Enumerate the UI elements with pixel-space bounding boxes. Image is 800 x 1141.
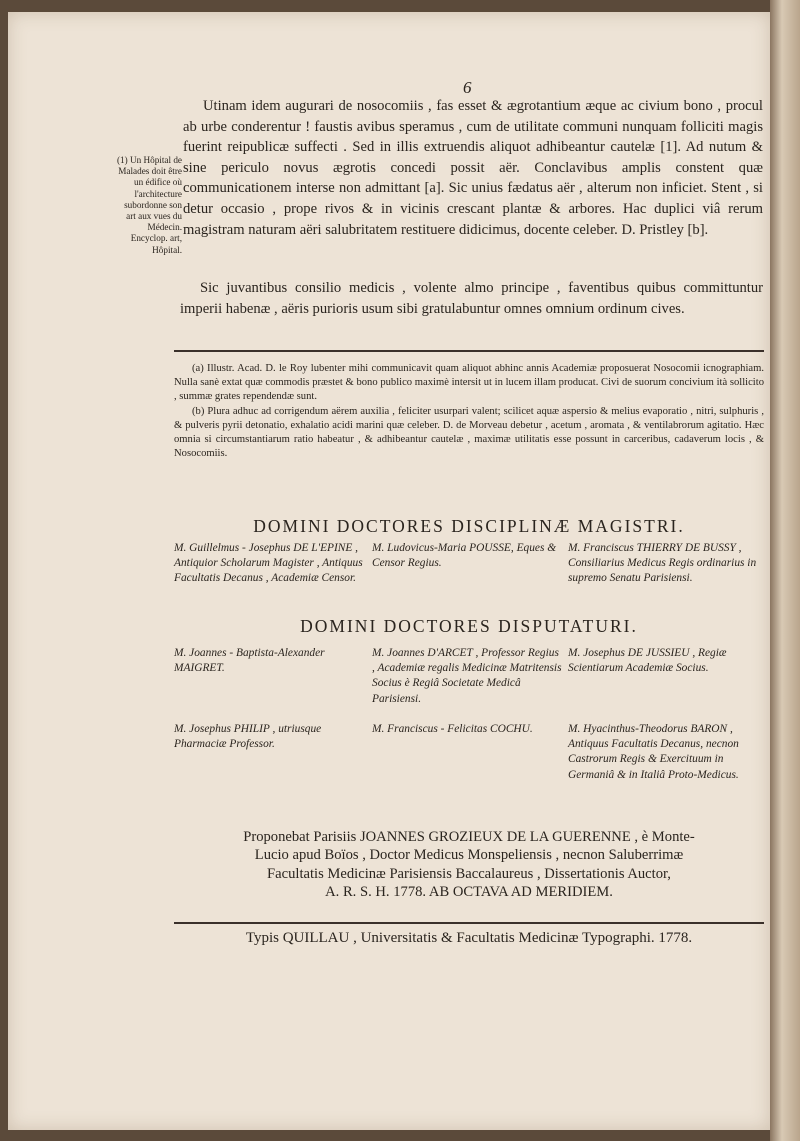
- disputaturus-4: M. Josephus PHILIP , utriusque Pharmaciæ Professor.: [174, 723, 322, 751]
- footnotes: [174, 362, 764, 463]
- disputaturus-2: M. Joannes D'ARCET , Professor Regius , Academiæ regalis Medicinæ Matritensis Socius è Regiâ Societate Medicâ Parisiensi.: [372, 647, 562, 705]
- magister-2: M. Ludovicus-Maria POUSSE, Eques & Censor Regius.: [372, 542, 557, 570]
- printer-line: Typis QUILLAU , Universitatis & Facultatis Medicinæ Typographi. 1778.: [245, 930, 693, 946]
- disputaturus-1: M. Joannes - Baptista-Alexander MAIGRET.: [174, 647, 325, 675]
- book-gutter: [770, 0, 800, 1141]
- disputaturus-3: M. Josephus DE JUSSIEU , Regiæ Scientiarum Academiæ Socius.: [568, 647, 727, 675]
- defense-notice: [174, 828, 764, 902]
- footnote-b: (b) Plura adhuc ad corrigendum aërem auxilia , feliciter usurpari valent; scilicet aquæ aspersio & melius evaporatio , nitri, sulphuris , & pulveris pyrii detonatio, exhalatio acidi marini quæ celeber. D. de Morveau debetur , acetum , aromata , & ventilabrorum agitatio. Hæc omnia si circumstantiarum ratio habeatur , & adhibeantur cautelæ , maximæ utilitatis esse possunt in carceribus, cadaverum locis , & Nosocomiis.: [174, 406, 764, 459]
- defense-line-4: A. R. S. H. 1778. AB OCTAVA AD MERIDIEM.: [325, 884, 613, 901]
- printer-divider: [174, 922, 764, 924]
- defense-line-2: Lucio apud Boïos , Doctor Medicus Monspeliensis , necnon Saluberrimæ: [254, 847, 684, 864]
- magister-3: M. Franciscus THIERRY DE BUSSY , Consiliarius Medicus Regis ordinarius in supremo Senatu Parisiensi.: [568, 542, 757, 585]
- footnote-divider: [174, 350, 764, 352]
- page-number: 6: [463, 78, 472, 97]
- disputaturus-5: M. Franciscus - Felicitas COCHU.: [372, 723, 533, 735]
- disputaturus-6: M. Hyacinthus-Theodorus BARON , Antiquus Facultatis Decanus, necnon Castrorum Regis & Exercituum in Germaniâ & in Italiâ Proto-Medicus.: [568, 723, 739, 781]
- heading-disputaturi: DOMINI DOCTORES DISPUTATURI.: [300, 616, 638, 636]
- defense-line-1: Proponebat Parisiis JOANNES GROZIEUX DE LA GUERENNE , è Monte-: [243, 829, 695, 845]
- margin-note: (1) Un Hôpital de Malades doit être un édifice où l'architecture subordonne son art aux vues du Médecin. Encyclop. art, Hôpital.: [116, 155, 182, 255]
- heading-magistri: DOMINI DOCTORES DISCIPLINÆ MAGISTRI.: [253, 516, 685, 536]
- body-paragraph-1: Utinam idem augurari de nosocomiis , fas esset & ægrotantium æque ac civium bono , procul ab urbe conderentur ! faustis avibus speramus , cum de utilitate communi nunquam folliciti magis fuerint reipublicæ suffecti . Sed in illis extruendis aliquot adhibeantur cautelæ [1]. Ad nutum & sine periculo novus ægrotis concedi possit aër. Conclavibus amplis constent quæ communicationem interse non admittant [a]. Sic unius fædatus aër , alterum non inficiet. Stent , si detur occasio , prope rivos & in vicinis crescant plantæ & arbores. Hac duplici viâ rerum magistram naturam aëri salubritatem restituere didicimus, docente celeber. D. Pristley [b].: [183, 98, 763, 238]
- magister-1: M. Guillelmus - Josephus DE L'EPINE , Antiquior Scholarum Magister , Antiquus Facultatis Decanus , Academiæ Censor.: [174, 542, 363, 585]
- defense-line-3: Facultatis Medicinæ Parisiensis Baccalaureus , Dissertationis Auctor,: [267, 865, 671, 882]
- footnote-a: (a) Illustr. Acad. D. le Roy lubenter mihi communicavit quam aliquot abhinc annis Academiæ proposuerat Nosocomii icnographiam. Nulla sanè extat quæ commodis præstet & bono publico maximè intersit ut in lucem illam producat. Civi de suorum concivium ità sollicito , summæ grates rependendæ sunt.: [174, 363, 764, 402]
- body-paragraph-2: Sic juvantibus consilio medicis , volente almo principe , faventibus quibus committuntur imperii habenæ , aëris purioris usum sibi gratulabuntur omnes omnium ordinum cives.: [180, 280, 763, 317]
